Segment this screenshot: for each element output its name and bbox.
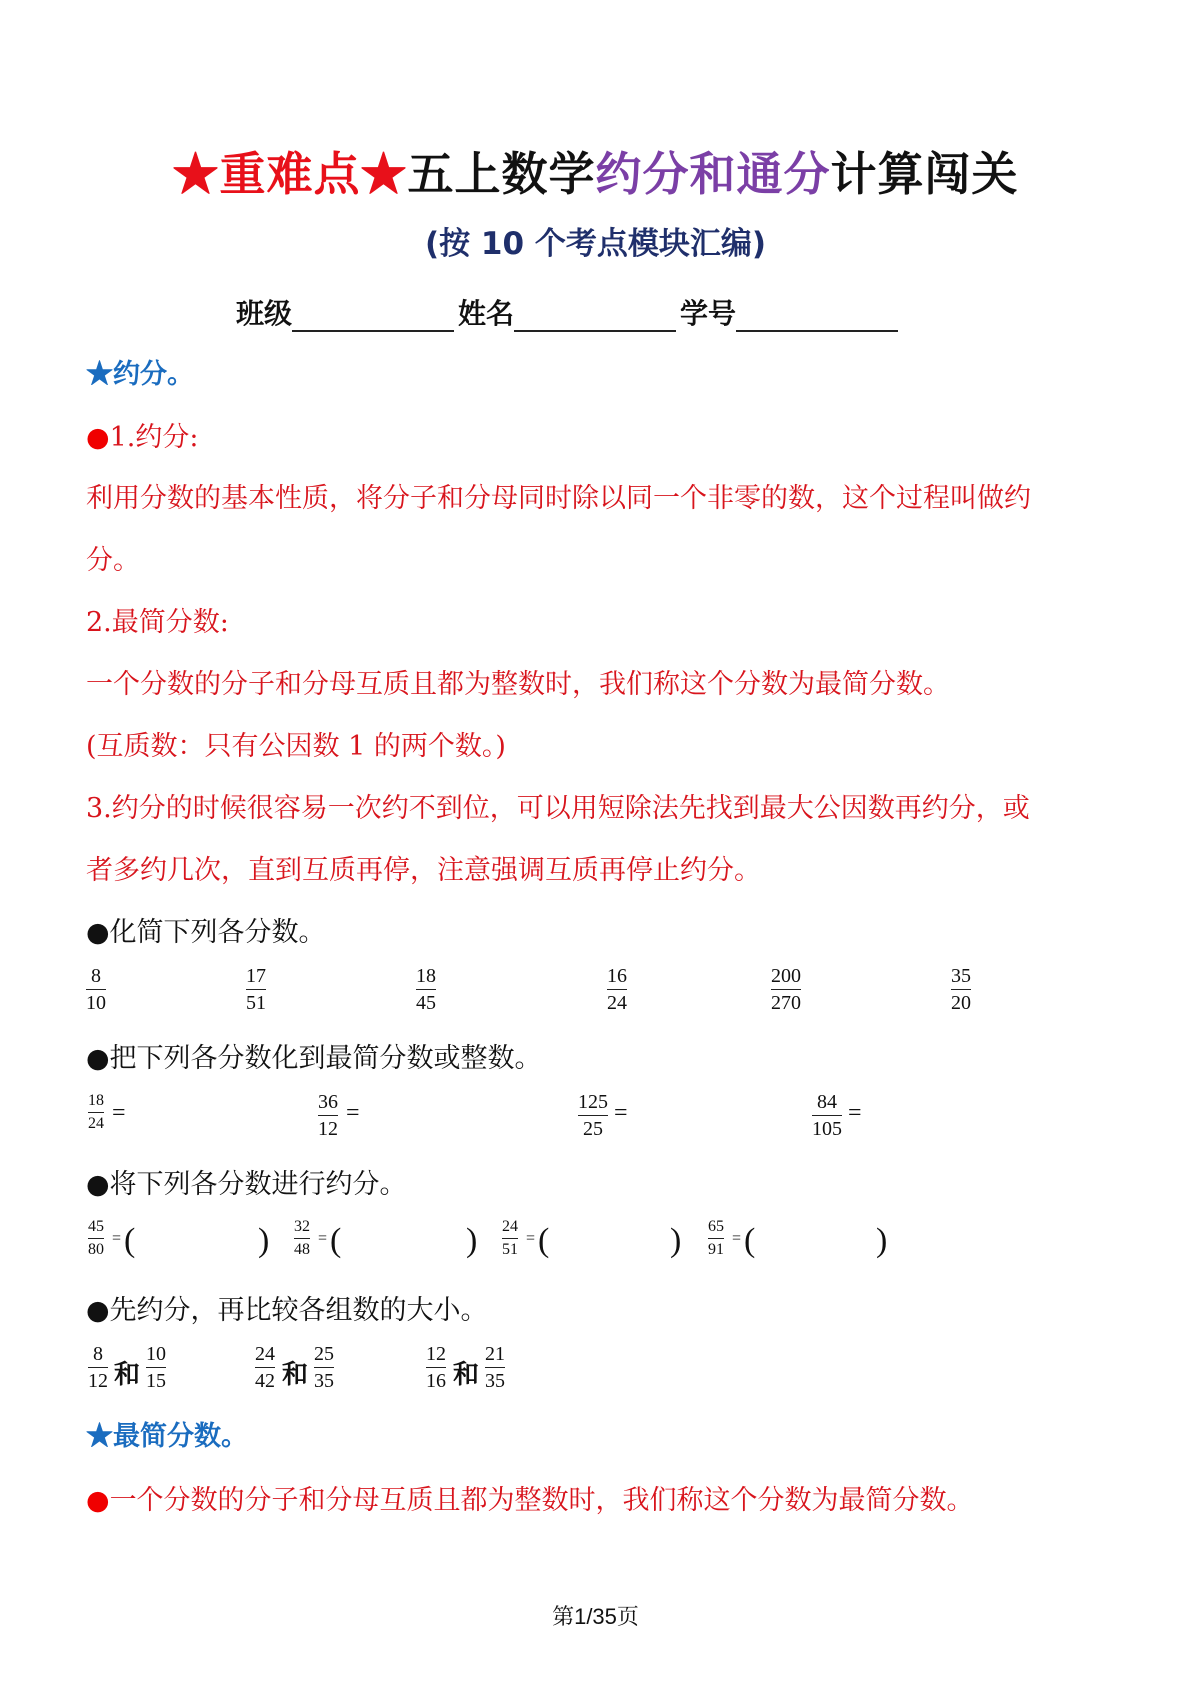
ex4-pair3-fraction-a: 12 16: [426, 1343, 446, 1392]
class-field[interactable]: [292, 304, 454, 332]
ex1-fraction-4: 16 24: [607, 965, 627, 1014]
ex3-open-paren-3: (: [538, 1222, 550, 1259]
definition-text: 一个分数的分子和分母互质且都为整数时，我们称这个分数为最简分数。: [109, 1485, 974, 1516]
ex3-open-paren-2: (: [330, 1222, 342, 1259]
title-grade-subject: 五上数学: [407, 147, 596, 201]
ex4-pair2-connector: 和: [282, 1360, 309, 1390]
ex1-fraction-2: 17 51: [246, 965, 266, 1014]
title-highlight: 重难点: [219, 147, 361, 201]
ex3-close-paren-1: ): [258, 1222, 270, 1259]
class-label: 班级: [236, 297, 293, 330]
exercise4-prompt: ●先约分，再比较各组数的大小。: [86, 1295, 488, 1326]
coprime-note: (互质数：只有公因数 1 的两个数。): [86, 731, 506, 762]
student-id-label: 学号: [680, 297, 737, 330]
ex4-pair3-fraction-b: 21 35: [485, 1343, 505, 1392]
title-star-right: ★: [360, 147, 408, 201]
ex3-open-paren-1: (: [124, 1222, 136, 1259]
page-title: [0, 138, 1191, 204]
definition-reduction-title: [86, 415, 198, 454]
ex1-fraction-3: 18 45: [416, 965, 436, 1014]
ex3-answer-blank-2[interactable]: [346, 1224, 460, 1258]
name-field[interactable]: [514, 304, 676, 332]
ex3-fraction-2: 32 48: [294, 1218, 310, 1258]
title-suffix: 计算闯关: [830, 147, 1019, 201]
definition-reduction-line1: 利用分数的基本性质，将分子和分母同时除以同一个非零的数，这个过程叫做约: [86, 483, 1031, 514]
exercise2-prompt: ●把下列各分数化到最简分数或整数。: [86, 1043, 542, 1074]
exercise3-prompt: ●将下列各分数进行约分。: [86, 1169, 407, 1200]
tip-line2: 者多约几次，直到互质再停，注意强调互质再停止约分。: [86, 855, 761, 886]
ex2-equals-4: =: [848, 1100, 862, 1126]
ex1-fraction-5: 200 270: [771, 965, 801, 1014]
ex3-answer-blank-4[interactable]: [760, 1224, 870, 1258]
ex3-fraction-4: 65 91: [708, 1218, 724, 1258]
ex3-fraction-3: 24 51: [502, 1218, 518, 1258]
ex3-answer-blank-3[interactable]: [554, 1224, 664, 1258]
ex4-pair2-fraction-b: 25 35: [314, 1343, 334, 1392]
tip-line1: 3.约分的时候很容易一次约不到位，可以用短除法先找到最大公因数再约分，或: [86, 793, 1030, 824]
ex3-equals-3: =: [526, 1230, 536, 1247]
student-id-field[interactable]: [736, 304, 898, 332]
simplest-fraction-definition-2: [86, 1478, 974, 1517]
ex3-equals-2: =: [318, 1230, 328, 1247]
ex3-close-paren-4: ): [876, 1222, 888, 1259]
exercise1-prompt: ●化简下列各分数。: [86, 917, 326, 948]
definition-label: 1.约分:: [109, 422, 199, 453]
ex3-close-paren-2: ): [466, 1222, 478, 1259]
ex2-fraction-2: 36 12: [318, 1091, 338, 1140]
ex2-equals-1: =: [112, 1100, 126, 1126]
page-subtitle: (按 10 个考点模块汇编): [424, 226, 767, 262]
ex2-fraction-4: 84 105: [812, 1091, 842, 1140]
ex2-fraction-3: 125 25: [578, 1091, 608, 1140]
ex1-fraction-6: 35 20: [951, 965, 971, 1014]
ex2-equals-2: =: [346, 1100, 360, 1126]
section-heading-reduction: ★约分。: [86, 359, 194, 390]
ex2-equals-3: =: [614, 1100, 628, 1126]
simplest-fraction-title: 2.最简分数:: [86, 607, 229, 638]
definition-reduction-line2: 分。: [86, 545, 140, 576]
ex4-pair1-fraction-b: 10 15: [146, 1343, 166, 1392]
simplest-fraction-definition: 一个分数的分子和分母互质且都为整数时，我们称这个分数为最简分数。: [86, 669, 950, 700]
ex1-fraction-1: 8 10: [86, 965, 106, 1014]
name-label: 姓名: [458, 297, 515, 330]
ex4-pair1-fraction-a: 8 12: [88, 1343, 108, 1392]
ex4-pair1-connector: 和: [114, 1360, 141, 1390]
section-heading-simplest-fraction: ★最简分数。: [86, 1421, 248, 1452]
red-bullet-icon: ●: [86, 1485, 110, 1516]
ex3-equals-1: =: [112, 1230, 122, 1247]
page-number: 第1/35页: [552, 1604, 639, 1629]
ex2-fraction-1: 18 24: [88, 1092, 104, 1132]
ex3-open-paren-4: (: [744, 1222, 756, 1259]
ex4-pair3-connector: 和: [453, 1360, 480, 1390]
title-star-left: ★: [172, 147, 220, 201]
ex3-answer-blank-1[interactable]: [140, 1224, 252, 1258]
red-bullet-icon: ●: [86, 422, 110, 453]
title-topic: 约分和通分: [595, 147, 831, 201]
ex3-close-paren-3: ): [670, 1222, 682, 1259]
ex3-fraction-1: 45 80: [88, 1218, 104, 1258]
ex3-equals-4: =: [732, 1230, 742, 1247]
ex4-pair2-fraction-a: 24 42: [255, 1343, 275, 1392]
student-info-fields: [236, 292, 902, 332]
